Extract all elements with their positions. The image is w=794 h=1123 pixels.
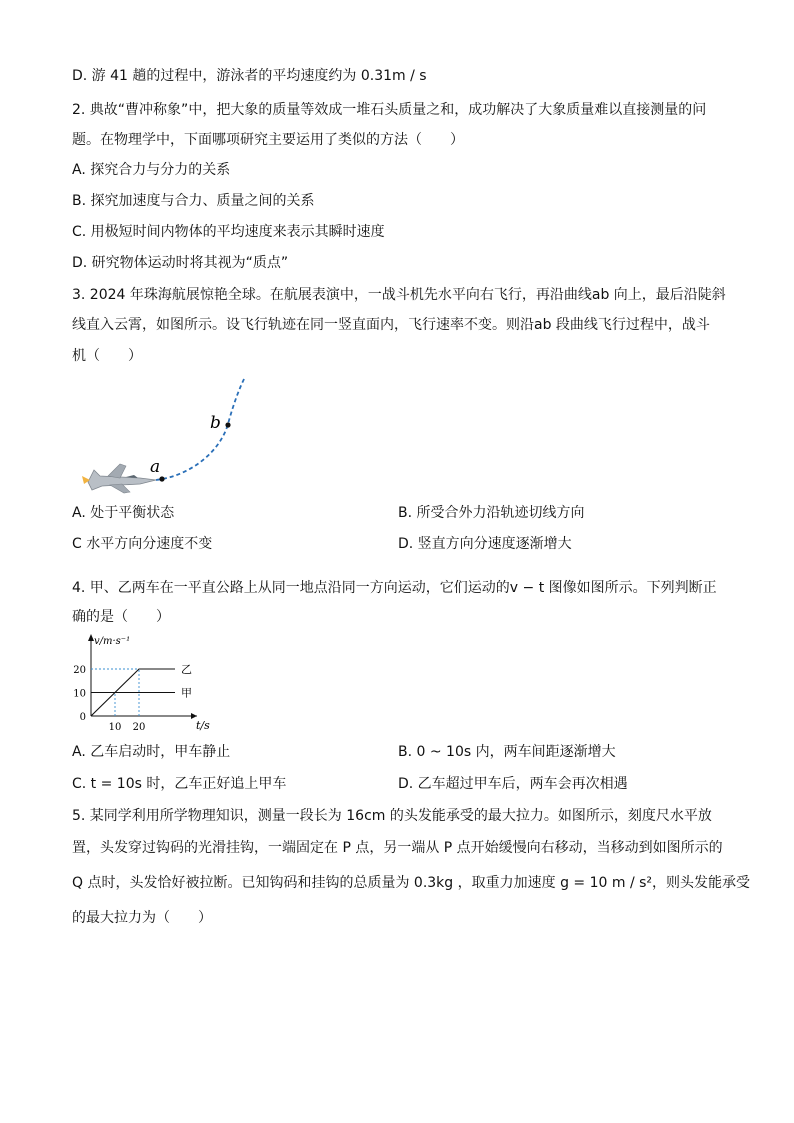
x-axis-label: t/s [196, 719, 210, 732]
q5-stem-line2: 置，头发穿过钩码的光滑挂钩，一端固定在 P 点，另一端从 P 点开始缓慢向右移动，当移动到如图所示的 [72, 840, 723, 856]
q5-stem-line3: Q 点时，头发恰好被拉断。已知钩码和挂钩的总质量为 0.3kg ，取重力加速度 g = 10 m / s²，则头发能承受 [72, 875, 751, 891]
q3-stem-line1: 3. 2024 年珠海航展惊艳全球。在航展表演中，一战斗机先水平向右飞行，再沿曲线ab 向上，最后沿陡斜 [72, 287, 726, 303]
q4-stem-line1: 4. 甲、乙两车在一平直公路上从同一地点沿同一方向运动，它们运动的v − t 图像如图所示。下列判断正 [72, 580, 717, 596]
x-tick-label-1: 20 [132, 722, 146, 733]
label-a: a [150, 457, 161, 477]
point-b [225, 422, 230, 427]
series-label-1: 乙 [181, 663, 192, 676]
y-tick-label-2: 20 [73, 665, 86, 676]
y-axis-label: v/m·s⁻¹ [94, 636, 131, 647]
q4-option-c: C. t = 10s 时，乙车正好追上甲车 [72, 776, 287, 792]
q2-option-a: A. 探究合力与分力的关系 [72, 162, 231, 178]
y-tick-label-1: 10 [73, 688, 86, 700]
fighter-jet-icon [82, 464, 156, 493]
q2-stem-line1: 2. 典故“曹冲称象”中，把大象的质量等效成一堆石头质量之和，成功解决了大象质量难以直接测量的问 [72, 102, 707, 118]
vt-chart [72, 630, 232, 740]
q2-option-d: D. 研究物体运动时将其视为“质点” [72, 255, 289, 271]
q5-stem-line4: 的最大拉力为（ ） [72, 910, 212, 926]
q4-option-a: A. 乙车启动时，甲车静止 [72, 744, 231, 760]
q4-stem-line2: 确的是（ ） [72, 609, 170, 625]
q4-option-b: B. 0 ~ 10s 内，两车间距逐渐增大 [398, 744, 616, 760]
y-tick-label-0: 0 [79, 712, 86, 723]
series-label-0: 甲 [181, 686, 192, 700]
q3-option-d: D. 竖直方向分速度逐渐增大 [398, 536, 572, 552]
q4-option-d: D. 乙车超过甲车后，两车会再次相遇 [398, 776, 628, 792]
x-tick-label-0: 10 [108, 722, 122, 733]
q3-option-a: A. 处于平衡状态 [72, 505, 175, 521]
q2-option-b: B. 探究加速度与合力、质量之间的关系 [72, 193, 315, 209]
q2-option-c: C. 用极短时间内物体的平均速度来表示其瞬时速度 [72, 224, 385, 240]
q3-stem-line2: 线直入云霄，如图所示。设飞行轨迹在同一竖直面内，飞行速率不变。则沿ab 段曲线飞行过程中，战斗 [72, 317, 710, 333]
point-a [159, 476, 164, 481]
q3-option-b: B. 所受合外力沿轨迹切线方向 [398, 505, 585, 521]
q5-stem-line1: 5. 某同学利用所学物理知识，测量一段长为 16cm 的头发能承受的最大拉力。如图所示，刻度尺水平放 [72, 808, 712, 824]
q3-stem-line3: 机（ ） [72, 348, 142, 364]
q3-option-c: C 水平方向分速度不变 [72, 536, 213, 552]
q2-stem-line2: 题。在物理学中，下面哪项研究主要运用了类似的方法（ ） [72, 132, 464, 148]
q3-trajectory-figure [80, 372, 270, 497]
q1-option-d: D. 游 41 趟的过程中，游泳者的平均速度约为 0.31m / s [72, 68, 427, 84]
label-b: b [210, 413, 221, 433]
